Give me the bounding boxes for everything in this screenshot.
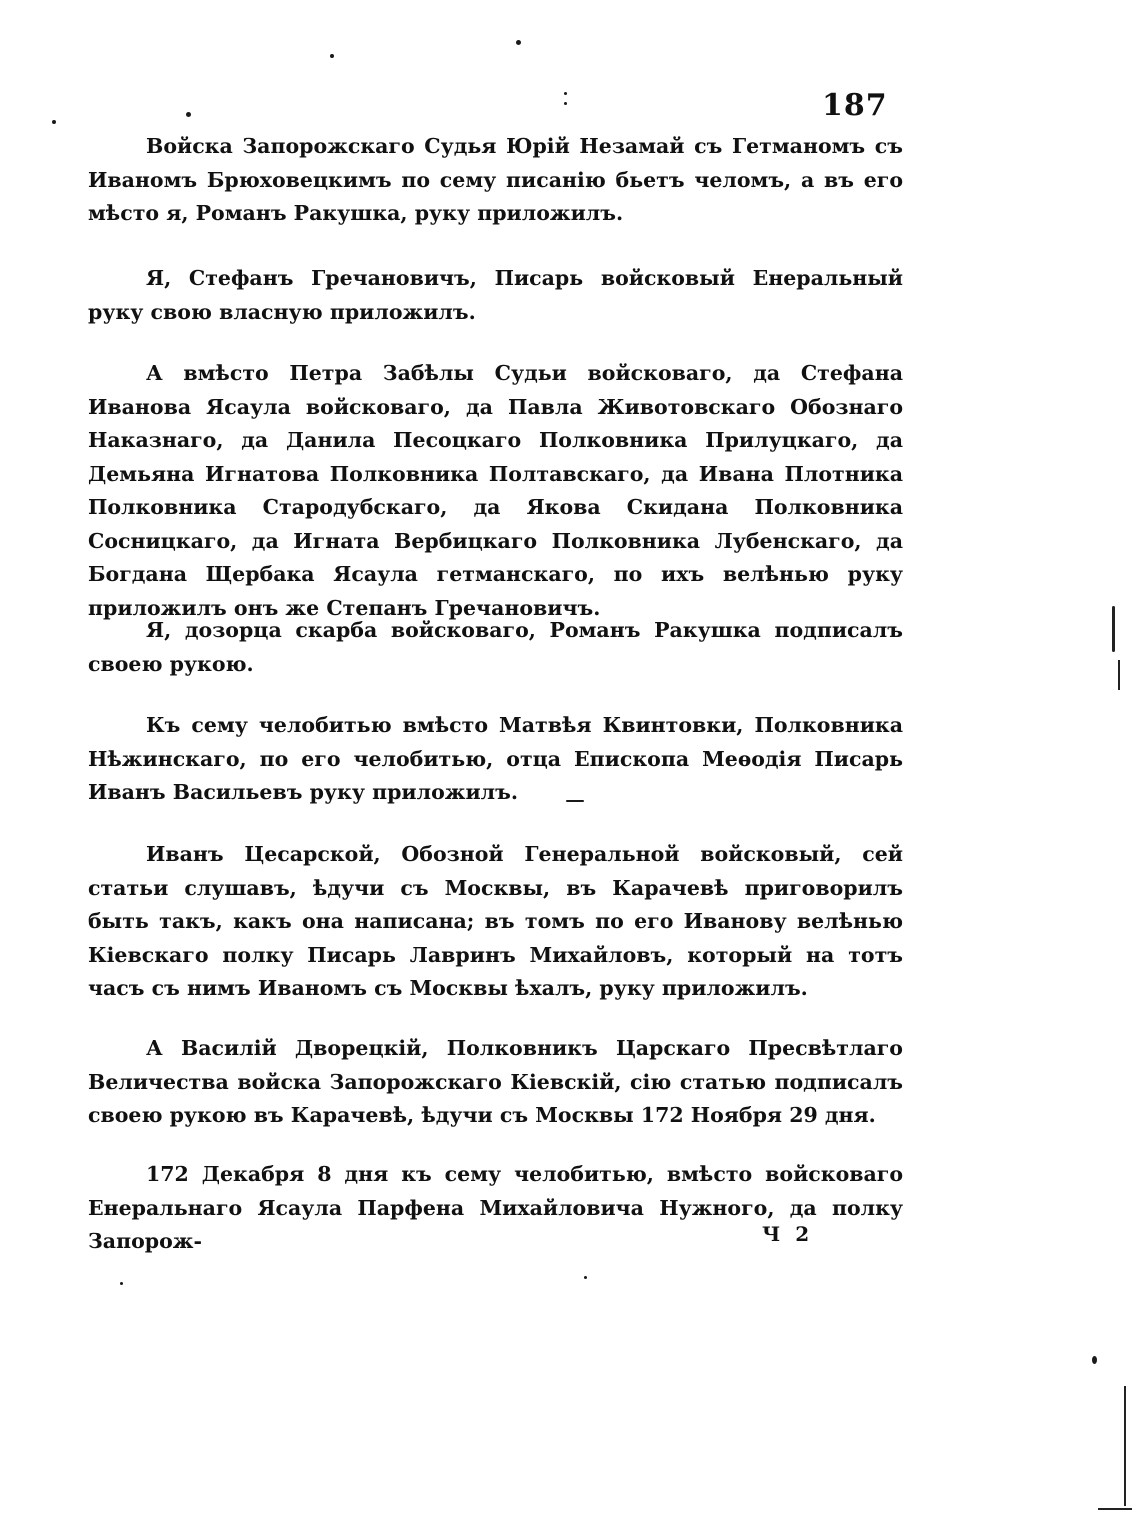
scan-speck [1092, 1356, 1097, 1364]
paragraph-4: Я, дозорца скарба войсковаго, Романъ Ракушка подписалъ своею рукою. [88, 618, 903, 676]
signature-mark: Ч 2 [762, 1222, 814, 1246]
scan-speck [564, 102, 567, 105]
page-number: 187 [822, 88, 888, 123]
paragraph-1: Войска Запорожскаго Судья Юрій Незамай съ Гетманомъ съ Ивaномъ Брюховецкимъ по сему писанію бьетъ челомъ, а въ его мѣсто я, Романъ Ракушка, руку приложилъ. [88, 134, 903, 225]
scan-speck [516, 40, 521, 45]
scan-speck [330, 54, 334, 58]
margin-mark [1124, 1386, 1126, 1506]
margin-mark [1112, 606, 1115, 652]
paragraph-7: А Василій Дворецкій, Полковникъ Царскаго Пресвѣтлаго Величества войска Запорожскаго Кіевскій, сію статью подписалъ своею рукою въ Карачевѣ, ѣдучи съ Москвы 172 Ноября 29 дня. [88, 1036, 903, 1127]
scan-speck [52, 120, 56, 124]
scan-speck [564, 92, 567, 95]
paragraph-2: Я, Стефанъ Гречановичъ, Писарь войсковый Енеральный руку свою власную приложилъ. [88, 266, 903, 324]
scan-speck [120, 1282, 123, 1285]
scan-speck [186, 112, 191, 117]
margin-mark [1118, 660, 1120, 690]
paragraph-5: Къ сему челобитью вмѣсто Матвѣя Квинтовки, Полковника Нѣжинскаго, по его челобитью, отца Епископа Меѳодія Писарь Иванъ Васильевъ руку приложилъ. [88, 713, 903, 804]
paragraph-3: А вмѣсто Петра Забѣлы Судьи войсковаго, да Стефана Иванова Ясаула войсковаго, да Павла Животовскаго Обознаго Наказнаго, да Данила Песоцкаго Полковника Прилуцкаго, да Демьяна Игнатова Полковника Полтавскаго, да Ивана Плотника Полковника Стародубскаго, да Якова Скидана Полковника Сосницкаго, да Игната Вербицкаго Полковника Лубенскаго, да Богдана Щербака Ясаула гетманскаго, по ихъ велѣнью руку приложилъ онъ же Степанъ Гречановичъ. [88, 361, 903, 620]
scan-speck [566, 800, 584, 802]
paragraph-6: Иванъ Цесарской, Обозной Генеральной войсковый, сей статьи слушавъ, ѣдучи съ Москвы, въ Карачевѣ приговорилъ быть такъ, какъ она написана; въ томъ по его Иванову велѣнью Кіевскаго полку Писарь Лавринъ Михайловъ, который на тотъ часъ съ нимъ Иваномъ съ Москвы ѣхалъ, руку приложилъ. [88, 842, 903, 1000]
paragraph-8: 172 Декабря 8 дня къ сему челобитью, вмѣсто войсковаго Енеральнаго Ясаула Парфена Михайловича Нужного, да полку Запорож- [88, 1162, 903, 1253]
margin-mark [1098, 1508, 1132, 1510]
scan-speck [584, 1276, 587, 1279]
